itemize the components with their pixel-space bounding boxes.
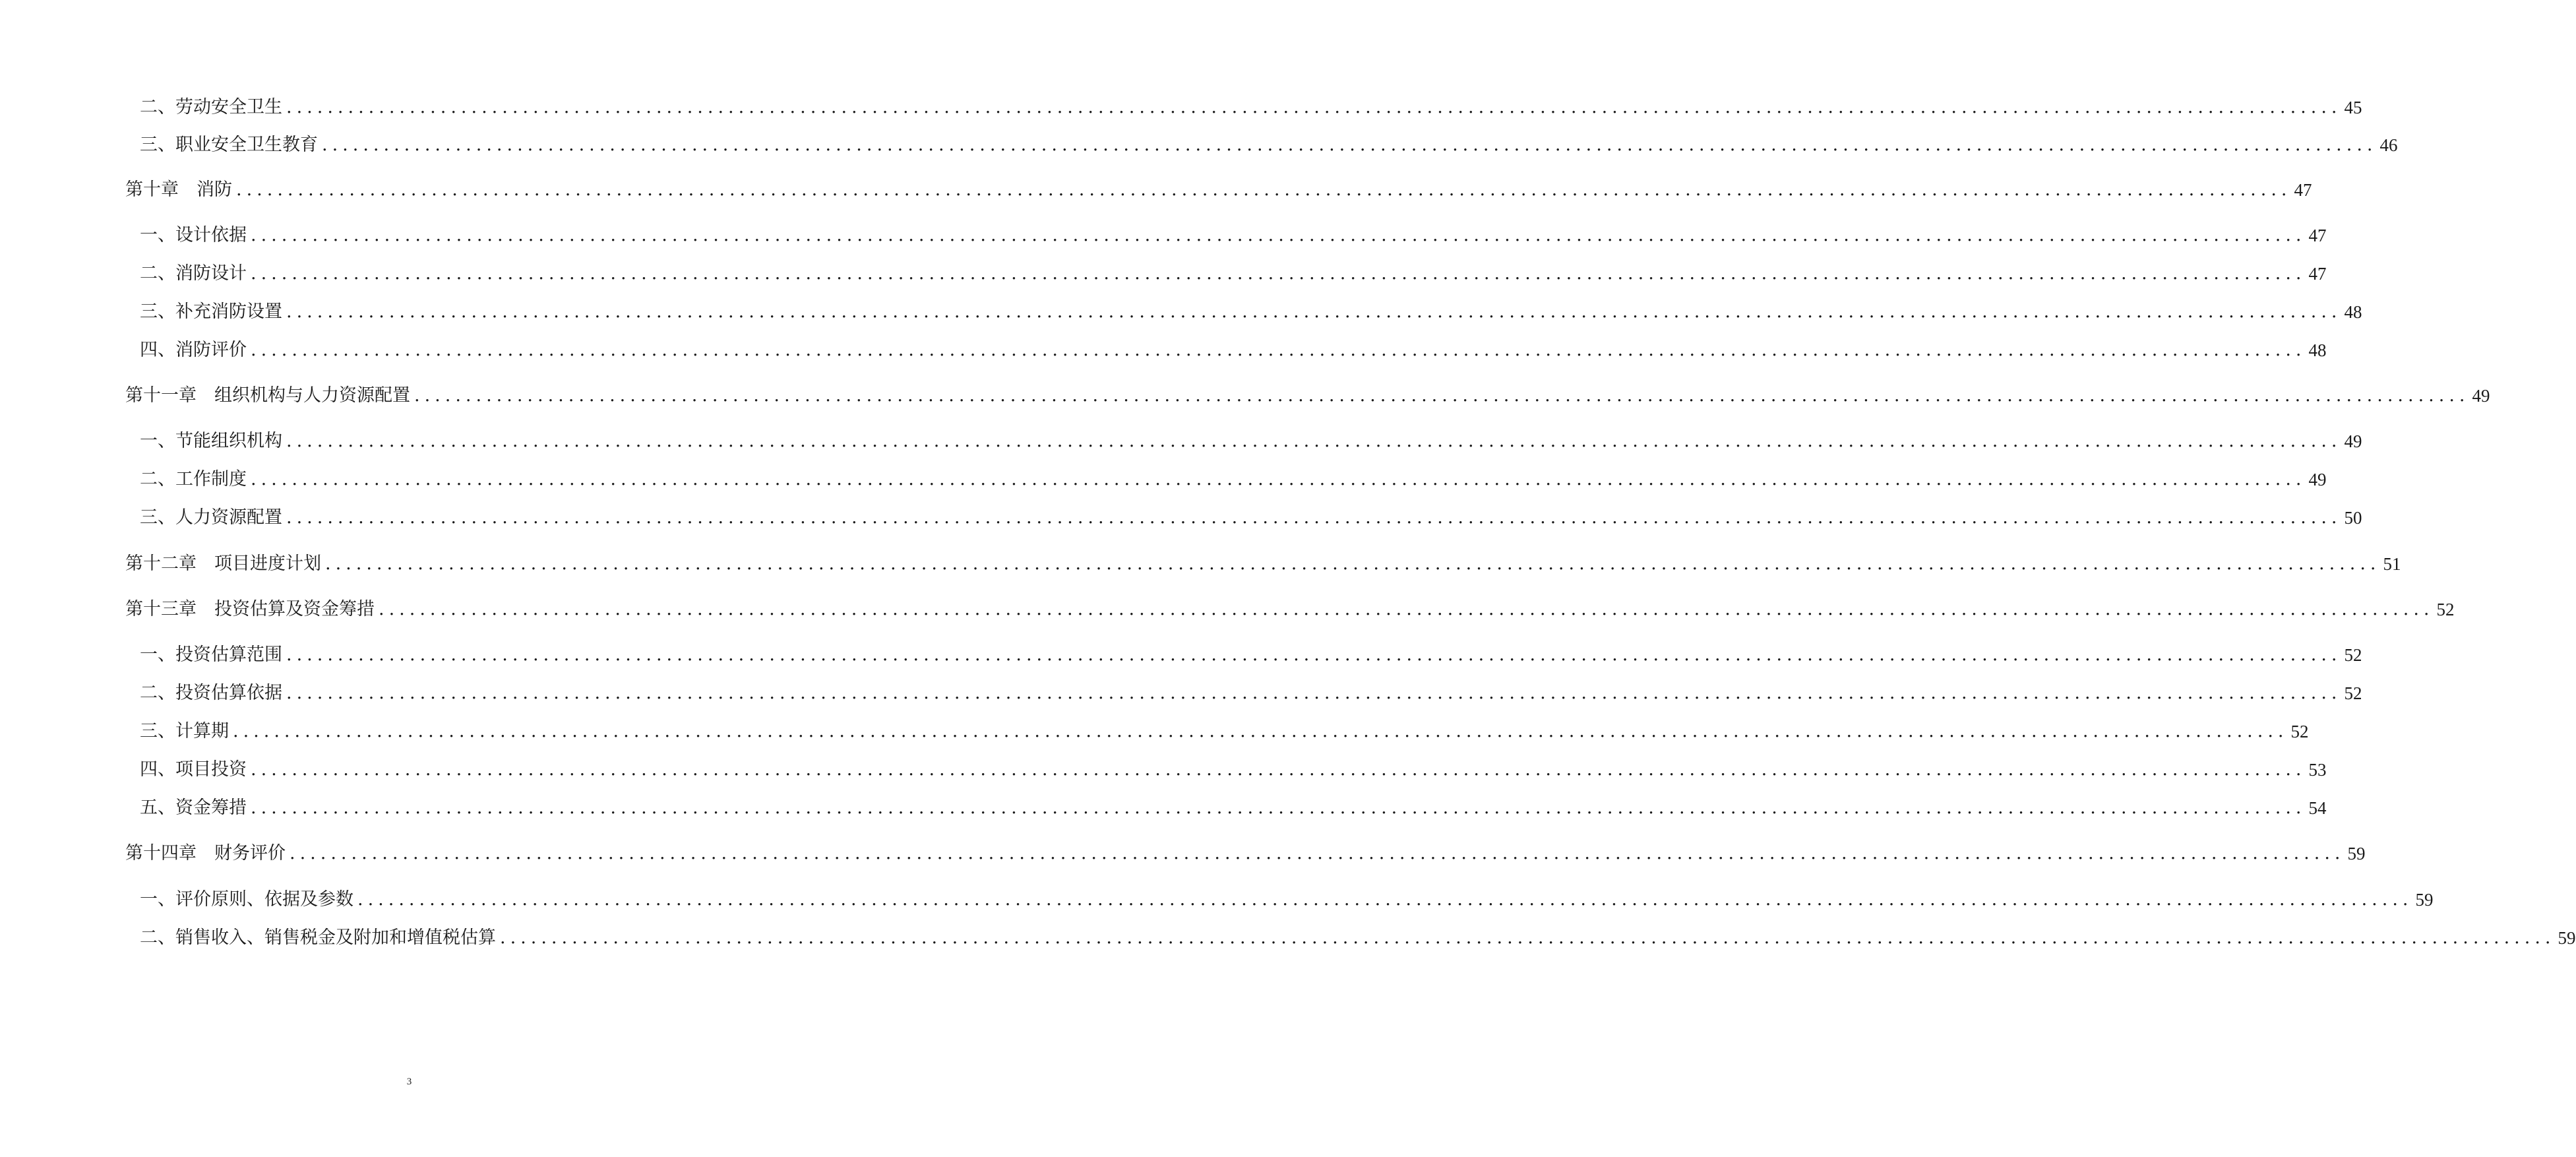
toc-entry-page: 52 bbox=[2344, 683, 2362, 703]
toc-entry[interactable] bbox=[140, 925, 2576, 951]
toc-entry-page: 49 bbox=[2344, 431, 2362, 451]
toc-entry-page: 46 bbox=[2379, 135, 2398, 155]
toc-entry-title: 一、设计依据 bbox=[140, 225, 247, 245]
dot-leader: ........................................................................................................................................................................................................ bbox=[286, 683, 2342, 703]
toc-entry-title: 一、评价原则、依据及参数 bbox=[140, 889, 353, 910]
toc-entry-page: 51 bbox=[2383, 554, 2401, 574]
toc-chapter-entry[interactable] bbox=[125, 177, 2312, 203]
toc-entry-page: 59 bbox=[2558, 928, 2576, 948]
toc-entry[interactable] bbox=[140, 757, 2327, 783]
dot-leader: ........................................................................................................................................................................................................ bbox=[357, 889, 2413, 910]
toc-entry[interactable] bbox=[140, 887, 2434, 913]
toc-chapter-entry[interactable] bbox=[125, 383, 2490, 409]
toc-entry[interactable] bbox=[140, 505, 2362, 531]
toc-entry-title: 第十二章 项目进度计划 bbox=[125, 553, 321, 574]
toc-entry-page: 49 bbox=[2472, 386, 2490, 406]
dot-leader: ........................................................................................................................................................................................................ bbox=[251, 340, 2306, 360]
toc-entry[interactable] bbox=[140, 299, 2362, 325]
toc-entry[interactable] bbox=[140, 795, 2327, 821]
toc-entry[interactable] bbox=[140, 94, 2362, 121]
dot-leader: ........................................................................................................................................................................................................ bbox=[286, 644, 2342, 665]
toc-entry-page: 48 bbox=[2308, 340, 2327, 360]
toc-entry-title: 第十章 消防 bbox=[125, 179, 232, 200]
toc-entry-title: 二、劳动安全卫生 bbox=[140, 97, 282, 117]
toc-entry[interactable] bbox=[140, 261, 2327, 287]
toc-entry-title: 二、消防设计 bbox=[140, 263, 247, 284]
toc-entry-title: 二、工作制度 bbox=[140, 469, 247, 489]
toc-chapter-entry[interactable] bbox=[125, 596, 2455, 623]
toc-entry-title: 四、项目投资 bbox=[140, 759, 247, 780]
toc-entry-page: 47 bbox=[2308, 226, 2327, 245]
dot-leader: ........................................................................................................................................................................................................ bbox=[251, 225, 2306, 245]
toc-entry-title: 第十四章 财务评价 bbox=[125, 843, 286, 863]
toc-entry-title: 三、人力资源配置 bbox=[140, 507, 282, 528]
toc-entry[interactable] bbox=[140, 718, 2309, 745]
toc-entry-title: 五、资金筹措 bbox=[140, 797, 247, 818]
toc-entry-title: 二、投资估算依据 bbox=[140, 683, 282, 703]
toc-entry-title: 三、计算期 bbox=[140, 721, 229, 741]
toc-entry[interactable] bbox=[140, 337, 2327, 363]
toc-chapter-entry[interactable] bbox=[125, 551, 2401, 577]
dot-leader: ........................................................................................................................................................................................................ bbox=[379, 599, 2434, 619]
dot-leader: ........................................................................................................................................................................................................ bbox=[286, 301, 2342, 322]
toc-entry-page: 54 bbox=[2308, 798, 2327, 818]
toc-entry-page: 47 bbox=[2308, 264, 2327, 284]
toc-entry-title: 三、职业安全卫生教育 bbox=[140, 135, 318, 155]
dot-leader: ........................................................................................................................................................................................................ bbox=[286, 431, 2342, 451]
dot-leader: ........................................................................................................................................................................................................ bbox=[500, 927, 2556, 948]
toc-entry[interactable] bbox=[140, 222, 2327, 249]
toc-entry-page: 45 bbox=[2344, 98, 2362, 117]
toc-entry-title: 一、投资估算范围 bbox=[140, 644, 282, 665]
toc-entry-page: 48 bbox=[2344, 302, 2362, 322]
dot-leader: ........................................................................................................................................................................................................ bbox=[233, 721, 2288, 741]
toc-entry-title: 第十一章 组织机构与人力资源配置 bbox=[125, 385, 410, 406]
toc-entry-title: 三、补充消防设置 bbox=[140, 301, 282, 322]
toc-entry-page: 52 bbox=[2290, 722, 2309, 741]
toc-entry-title: 二、销售收入、销售税金及附加和增值税估算 bbox=[140, 927, 496, 948]
toc-chapter-entry[interactable] bbox=[125, 840, 2366, 867]
dot-leader: ........................................................................................................................................................................................................ bbox=[251, 797, 2306, 818]
toc-entry[interactable] bbox=[140, 466, 2327, 493]
dot-leader: ........................................................................................................................................................................................................ bbox=[414, 385, 2470, 406]
dot-leader: ........................................................................................................................................................................................................ bbox=[251, 469, 2306, 489]
toc-entry[interactable] bbox=[140, 132, 2398, 158]
toc-entry-page: 52 bbox=[2436, 600, 2455, 619]
toc-entry-title: 第十三章 投资估算及资金筹措 bbox=[125, 599, 375, 619]
toc-entry[interactable] bbox=[140, 680, 2362, 706]
toc-entry[interactable] bbox=[140, 642, 2362, 668]
toc-entry-page: 50 bbox=[2344, 508, 2362, 528]
dot-leader: ........................................................................................................................................................................................................ bbox=[236, 179, 2292, 200]
dot-leader: ........................................................................................................................................................................................................ bbox=[286, 97, 2342, 117]
toc-entry[interactable] bbox=[140, 428, 2362, 454]
dot-leader: ........................................................................................................................................................................................................ bbox=[251, 263, 2306, 284]
toc-entry-page: 53 bbox=[2308, 760, 2327, 780]
toc-entry-page: 47 bbox=[2294, 180, 2312, 200]
dot-leader: ........................................................................................................................................................................................................ bbox=[251, 759, 2306, 780]
toc-entry-page: 59 bbox=[2347, 844, 2366, 863]
dot-leader: ........................................................................................................................................................................................................ bbox=[286, 507, 2342, 528]
toc-entry-title: 一、节能组织机构 bbox=[140, 431, 282, 451]
page-number: 3 bbox=[406, 1077, 412, 1087]
dot-leader: ........................................................................................................................................................................................................ bbox=[290, 843, 2345, 863]
toc-entry-page: 52 bbox=[2344, 645, 2362, 665]
dot-leader: ........................................................................................................................................................................................................ bbox=[322, 135, 2377, 155]
toc-entry-title: 四、消防评价 bbox=[140, 340, 247, 360]
toc-entry-page: 49 bbox=[2308, 470, 2327, 489]
toc-entry-page: 59 bbox=[2415, 890, 2434, 910]
dot-leader: ........................................................................................................................................................................................................ bbox=[325, 553, 2381, 574]
